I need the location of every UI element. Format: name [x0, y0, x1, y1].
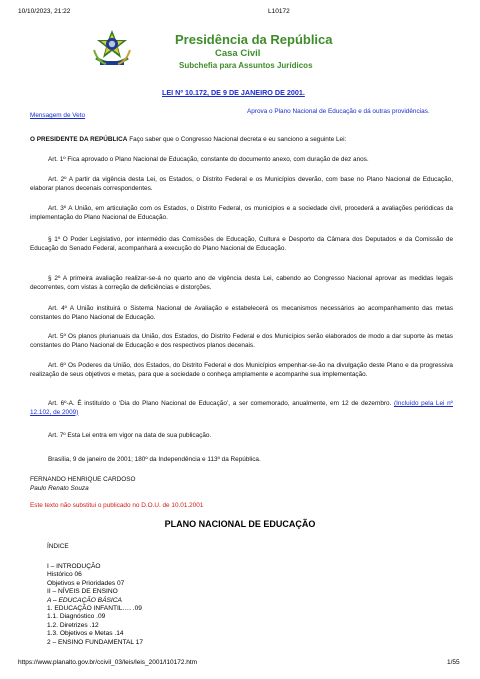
art-6: Art. 6º Os Poderes da União, dos Estados, do Distrito Federal e dos Municípios empenhar-se-ão na divulgação deste Plano e da progressiva realização de seus objetivos e metas, para que a sociedade o conheça amplamente e acompanhe sua implementação. — [30, 362, 453, 378]
toc-item: A – EDUCAÇÃO BÁSICA — [47, 596, 122, 604]
header-subtitle: Casa Civil — [215, 48, 261, 59]
toc-item: Objetivos e Prioridades 07 — [47, 579, 125, 587]
header-title: Presidência da República — [175, 32, 333, 47]
toc-item: Histórico 06 — [47, 571, 82, 579]
toc-item: II – NÍVEIS DE ENSINO — [47, 588, 118, 596]
dou-note: Este texto não substitui o publicado no D.O.U. de 10.01.2001 — [30, 502, 204, 509]
art-5: Art. 5º Os planos plurianuais da União, dos Estados, do Distrito Federal e dos Municípios serão elaborados de modo a dar suporte às metas constantes do Plano Nacional de Educação e dos respectivos planos decenais. — [30, 333, 453, 349]
toc-heading: ÍNDICE — [47, 543, 69, 550]
print-url: https://www.planalto.gov.br/ccivil_03/leis/leis_2001/l10172.htm — [18, 659, 198, 666]
toc-item: 1.2. Diretrizes .12 — [47, 621, 99, 629]
art-7: Art. 7º Esta Lei entra em vigor na data de sua publicação. — [48, 432, 212, 439]
law-ementa: Aprova o Plano Nacional de Educação e dá outras providências. — [247, 108, 430, 115]
preamble-bold: O PRESIDENTE DA REPÚBLICA — [30, 136, 128, 143]
toc-item: 1.3. Objetivos e Metas .14 — [47, 630, 124, 638]
print-datetime: 10/10/2023, 21:22 — [18, 8, 71, 15]
print-page-number: 1/55 — [447, 659, 460, 666]
date-line: Brasília, 9 de janeiro de 2001; 180º da Independência e 113º da República. — [48, 456, 261, 463]
law-title: LEI Nº 10.172, DE 9 DE JANEIRO DE 2001. — [162, 88, 305, 97]
table-of-contents — [47, 563, 143, 647]
preamble-rest: Faço saber que o Congresso Nacional decreta e eu sanciono a seguinte Lei: — [127, 136, 347, 143]
art-3: Art. 3º A União, em articulação com os Estados, o Distrito Federal, os municípios e a sociedade civil, procederá a avaliações periódicas da implementação do Plano Nacional de Educação. — [30, 205, 453, 221]
art-4: Art. 4º A União instituirá o Sistema Nacional de Avaliação e estabelecerá os mecanismos necessários ao acompanhamento das metas constantes do Plano Nacional de Educação. — [30, 305, 453, 321]
art-6a — [30, 400, 453, 417]
art-1: Art. 1º Fica aprovado o Plano Nacional de Educação, constante do documento anexo, com duração de dez anos. — [48, 156, 369, 163]
art-2: Art. 2º A partir da vigência desta Lei, os Estados, o Distrito Federal e os Municípios deverão, com base no Plano Nacional de Educação, elaborar planos decenais correspondentes. — [30, 176, 453, 192]
toc-item: I – INTRODUÇÃO — [47, 563, 101, 570]
print-page-title: L10172 — [268, 8, 290, 15]
toc-item: 2 – ENSINO FUNDAMENTAL 17 — [47, 638, 143, 646]
law-preamble — [30, 136, 450, 145]
paragraph-2: § 2º A primeira avaliação realizar-se-á no quarto ano de vigência desta Lei, cabendo ao Congresso Nacional aprovar as medidas legais decorrentes, com vistas à correção de deficiências e distorções. — [30, 275, 453, 291]
art-6a-link[interactable]: (Incluído pela Lei nº 12.102, de 2009) — [30, 400, 453, 416]
header-subchefia: Subchefia para Assuntos Jurídicos — [179, 61, 313, 70]
toc-item: 1. EDUCAÇÃO INFANTIL…. .09 — [47, 605, 142, 613]
coat-of-arms-icon — [92, 28, 132, 70]
mensagem-veto-link[interactable]: Mensagem de Veto — [30, 112, 86, 119]
plan-title: PLANO NACIONAL DE EDUCAÇÃO — [164, 519, 316, 529]
signer-minister: Paulo Renato Souza — [30, 485, 89, 492]
art-6a-text: Art. 6º-A. É instituído o ‘Dia do Plano Nacional de Educação’, a ser comemorado, anualmente, em 12 de dezembro. — [48, 400, 394, 407]
signer-president: FERNANDO HENRIQUE CARDOSO — [30, 476, 136, 483]
toc-item: 1.1. Diagnóstico .09 — [47, 613, 106, 621]
paragraph-1: § 1º O Poder Legislativo, por intermédio das Comissões de Educação, Cultura e Desporto da Câmara dos Deputados e da Comissão de Educação do Senado Federal, acompanhará a execução do Plano Nacional de Educação. — [30, 236, 453, 252]
